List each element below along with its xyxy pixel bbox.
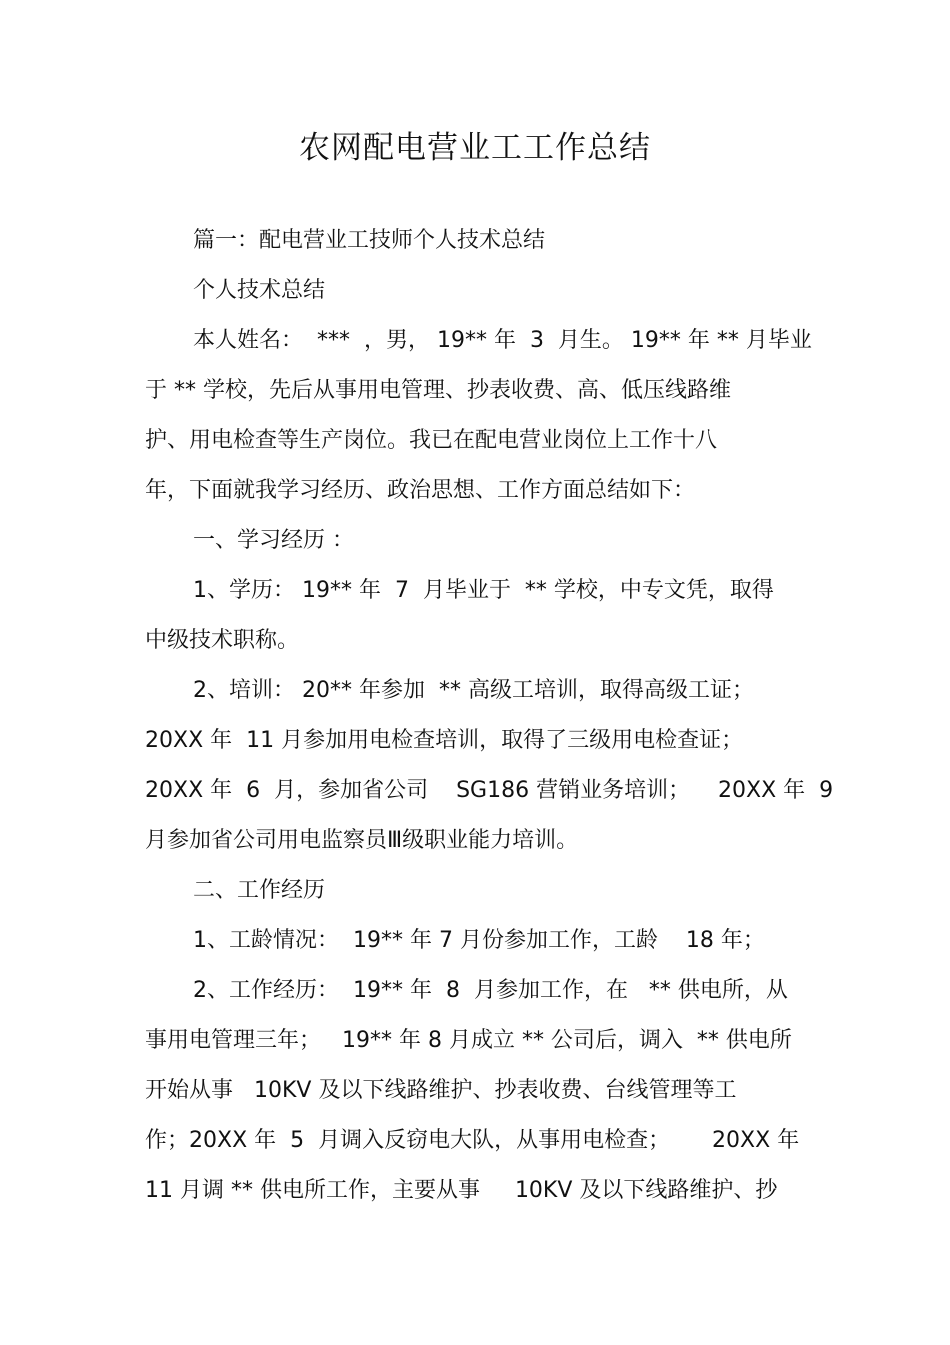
paragraph-line: 2、工作经历： 19** 年 8 月参加工作，在 ** 供电所，从 — [193, 978, 788, 1003]
paragraph-line: 11 月调 ** 供电所工作，主要从事 10KV 及以下线路维护、抄 — [145, 1178, 778, 1203]
paragraph-line: 20XX 年 11 月参加用电检查培训，取得了三级用电检查证； — [145, 728, 744, 753]
paragraph-line: 开始从事 10KV 及以下线路维护、抄表收费、台线管理等工 — [145, 1078, 737, 1103]
paragraph-line: 本人姓名： *** ，男， 19** 年 3 月生。 19** 年 ** 月毕业 — [193, 328, 812, 353]
section-heading-work: 二、工作经历 — [193, 878, 326, 903]
paragraph-line: 20XX 年 6 月，参加省公司 SG186 营销业务培训； 20XX 年 9 — [145, 778, 834, 803]
paragraph-line: 月参加省公司用电监察员Ⅲ级职业能力培训。 — [145, 828, 579, 853]
paragraph-line: 于 ** 学校，先后从事用电管理、抄表收费、高、低压线路维 — [145, 378, 731, 403]
paragraph-line: 事用电管理三年； 19** 年 8 月成立 ** 公司后，调入 ** 供电所 — [145, 1028, 792, 1053]
paragraph-line: 2、培训： 20** 年参加 ** 高级工培训，取得高级工证； — [193, 678, 754, 703]
paragraph-line: 护、用电检查等生产岗位。我已在配电营业岗位上工作十八 — [145, 428, 718, 453]
paragraph-line: 年，下面就我学习经历、政治思想、工作方面总结如下： — [145, 478, 696, 503]
section-heading-part-one: 篇一：配电营业工技师个人技术总结 — [193, 228, 546, 253]
subheading-personal-summary: 个人技术总结 — [193, 278, 326, 303]
section-heading-study: 一、学习经历 ： — [193, 528, 354, 553]
document-title: 农网配电营业工工作总结 — [299, 130, 651, 166]
paragraph-line: 作；20XX 年 5 月调入反窃电大队，从事用电检查； 20XX 年 — [145, 1128, 800, 1153]
paragraph-line: 1、工龄情况： 19** 年 7 月份参加工作，工龄 18 年； — [193, 928, 765, 953]
paragraph-line: 1、学历： 19** 年 7 月毕业于 ** 学校，中专文凭，取得 — [193, 578, 774, 603]
paragraph-line: 中级技术职称。 — [145, 628, 300, 653]
